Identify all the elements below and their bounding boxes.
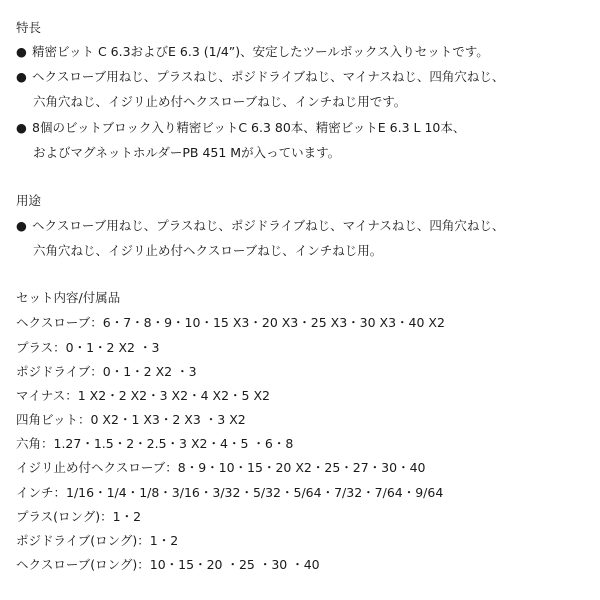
contents-item: ヘクスローブ(ロング)：10・15・20 ・25 ・30 ・40 (16, 557, 320, 572)
contents-item: イジリ止め付ヘクスローブ：8・9・10・15・20 X2・25・27・30・40 (16, 460, 426, 475)
bullet-icon: ● (16, 218, 27, 233)
usage-item-1 (16, 218, 596, 234)
contents-item: インチ：1/16・1/4・1/8・3/16・3/32・5/32・5/64・7/32・7/64・9/64 (16, 485, 444, 500)
contents-heading: セット内容/付属品 (16, 290, 121, 305)
bullet-icon: ● (16, 69, 27, 84)
bullet-icon: ● (16, 44, 27, 59)
usage-item-1-continued: 六角穴ねじ、イジリ止め付ヘクスローブねじ、インチねじ用。 (33, 243, 383, 258)
bullet-icon: ● (16, 120, 27, 135)
contents-item: 四角ビット：0 X2・1 X3・2 X3 ・3 X2 (16, 412, 246, 427)
features-item-3 (16, 120, 596, 136)
features-item-1-text: 精密ビット C 6.3およびE 6.3 (1/4”)、安定したツールボックス入りセットです。 (32, 44, 489, 59)
contents-item: マイナス：1 X2・2 X2・3 X2・4 X2・5 X2 (16, 388, 270, 403)
features-heading: 特長 (16, 20, 42, 35)
contents-item: 六角：1.27・1.5・2・2.5・3 X2・4・5 ・6・8 (16, 436, 294, 451)
contents-item: プラス(ロング)：1・2 (16, 509, 142, 524)
contents-item: ヘクスローブ：6・7・8・9・10・15 X3・20 X3・25 X3・30 X3・40 X2 (16, 315, 445, 330)
contents-item: ポジドライブ：0・1・2 X2 ・3 (16, 364, 197, 379)
features-item-3-text: 8個のビットブロック入り精密ビットC 6.3 80本、精密ビットE 6.3 L 10本、 (32, 120, 466, 135)
features-item-2-text: ヘクスローブ用ねじ、プラスねじ、ポジドライブねじ、マイナスねじ、四角穴ねじ、 (32, 69, 505, 84)
features-item-1 (16, 44, 596, 60)
contents-item: ポジドライブ(ロング)：1・2 (16, 533, 179, 548)
features-item-3-continued: およびマグネットホルダーPB 451 Mが入っています。 (33, 145, 341, 160)
contents-item: プラス：0・1・2 X2 ・3 (16, 340, 160, 355)
features-item-2-continued: 六角穴ねじ、イジリ止め付ヘクスローブねじ、インチねじ用です。 (33, 94, 407, 109)
usage-heading: 用途 (16, 193, 42, 208)
usage-item-1-text: ヘクスローブ用ねじ、プラスねじ、ポジドライブねじ、マイナスねじ、四角穴ねじ、 (32, 218, 505, 233)
features-item-2 (16, 69, 596, 85)
